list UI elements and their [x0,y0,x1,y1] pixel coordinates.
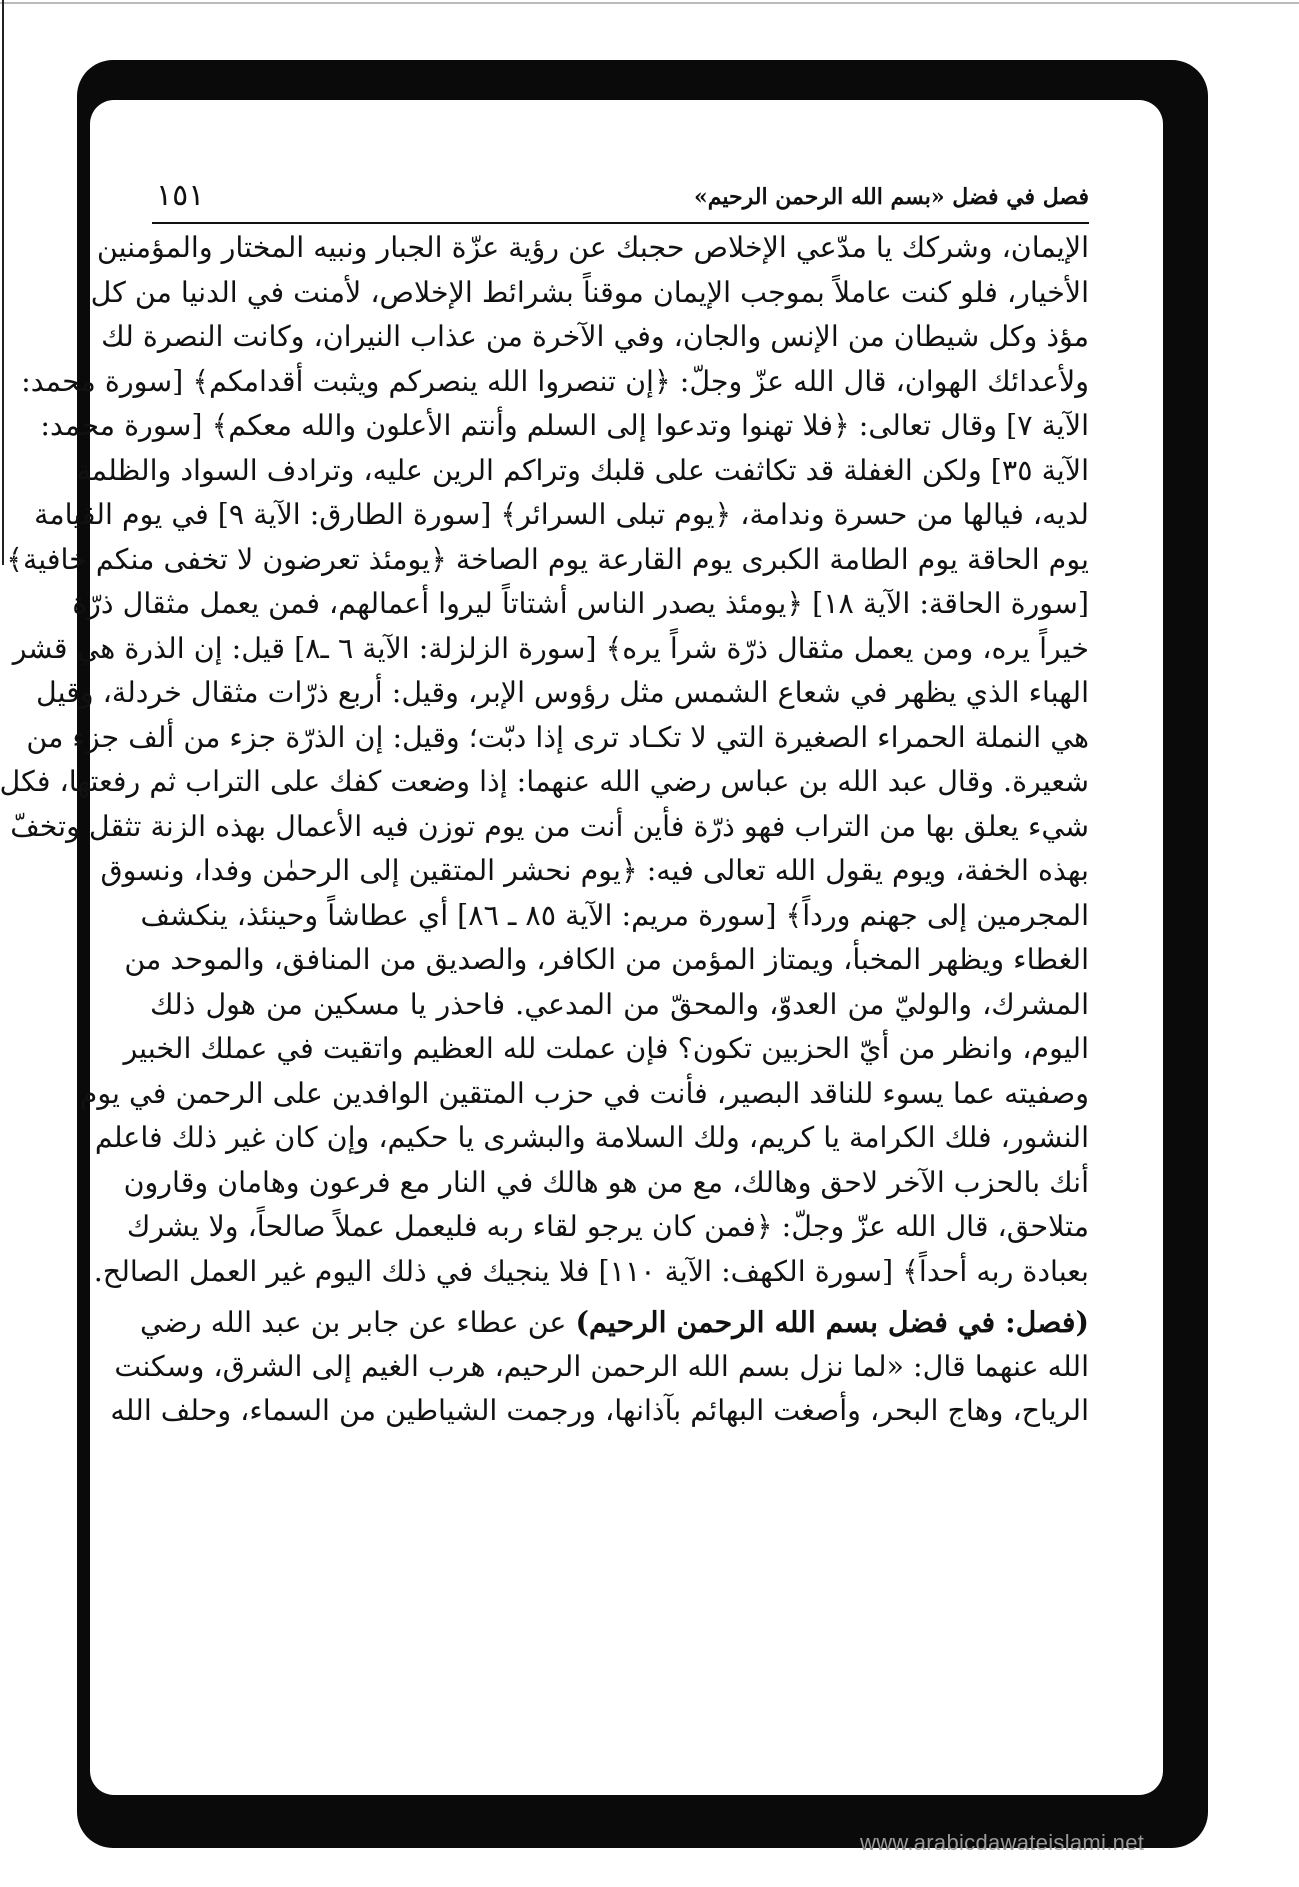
page-number: ١٥١ [156,178,205,213]
body-line: اليوم، وانظر من أيّ الحزبين تكون؟ فإن عملت لله العظيم واتقيت في عملك الخبير [123,1032,1089,1065]
body-line: المجرمين إلى جهنم ورداً﴾ [سورة مريم: الآية ٨٥ ـ ٨٦] أي عطاشاً وحينئذ، ينكشف [140,898,1089,932]
book-page [0,100,1163,1855]
section-first-line [139,1300,1089,1345]
page-header [152,178,1089,224]
running-title: فصل في فضل «بسم الله الرحمن الرحيم» [694,184,1089,210]
body-line: متلاحق، قال الله عزّ وجلّ: ﴿فمن كان يرجو لقاء ربه فليعمل عملاً صالحاً، ولا يشرك [126,1210,1089,1243]
body-line: [سورة الحاقة: الآية ١٨] ﴿يومئذ يصدر الناس أشتاتاً ليروا أعمالهم، فمن يعمل مثقال ذرّة [72,587,1089,620]
body-line: الإيمان، وشركك يا مدّعي الإخلاص حجبك عن رؤية عزّة الجبار ونبيه المختار والمؤمنين [96,231,1089,264]
body-line: الغطاء ويظهر المخبأ، ويمتاز المؤمن من الكافر، والصديق من المنافق، والموحد من [124,943,1089,976]
body-line: شيء يعلق بها من التراب فهو ذرّة فأين أنت من يوم توزن فيه الأعمال بهذه الزنة تثقل وتخفّ [10,809,1089,843]
body-line: ولأعدائك الهوان، قال الله عزّ وجلّ: ﴿إن تنصروا الله ينصركم ويثبت أقدامكم﴾ [سورة محمد: [21,364,1089,398]
section-line: الله عنهما قال: «لما نزل بسم الله الرحمن الرحيم، هرب الغيم إلى الشرق، وسكنت [114,1349,1089,1383]
body-line: وصفيته عما يسوء للناقد البصير، فأنت في حزب المتقين الوافدين على الرحمن في يوم [79,1076,1089,1110]
body-line: شعيرة. وقال عبد الله بن عباس رضي الله عنهما: إذا وضعت كفك على التراب ثم رفعتها، فكل [0,765,1089,798]
body-line: خيراً يره، ومن يعمل مثقال ذرّة شراً يره﴾ [سورة الزلزلة: الآية ٦ ـ٨] قيل: إن الذرة هي قشر [12,631,1089,665]
body-line: هي النملة الحمراء الصغيرة التي لا تكـاد ترى إذا دبّت؛ وقيل: إن الذرّة جزء من ألف جزء من [26,720,1089,754]
watermark-url: www.arabicdawateislami.net [860,1830,1145,1855]
body-line: لديه، فيالها من حسرة وندامة، ﴿يوم تبلى السرائر﴾ [سورة الطارق: الآية ٩] في يوم القيامة [34,498,1089,531]
section-heading: (فصل: في فضل بسم الله الرحمن الرحيم) [575,1305,1089,1339]
section-first-line-text: عن عطاء عن جابر بن عبد الله رضي [139,1306,576,1339]
body-line: النشور، فلك الكرامة يا كريم، ولك السلامة والبشرى يا حكيم، وإن كان غير ذلك فاعلم [94,1121,1089,1154]
body-line: أنك بالحزب الآخر لاحق وهالك، مع من هو هالك في النار مع فرعون وهامان وقارون [123,1165,1089,1199]
body-line: مؤذ وكل شيطان من الإنس والجان، وفي الآخرة من عذاب النيران، وكانت النصرة لك [101,320,1089,353]
body-line: الأخيار، فلو كنت عاملاً بموجب الإيمان موقناً بشرائط الإخلاص، لأمنت في الدنيا من كل [90,275,1089,309]
body-line: الآية ٧] وقال تعالى: ﴿فلا تهنوا وتدعوا إلى السلم وأنتم الأعلون والله معكم﴾ [سورة محمد: [40,409,1089,442]
scan-edge-left [2,0,4,565]
body-line: الآية ٣٥] ولكن الغفلة قد تكاثفت على قلبك وتراكم الرين عليه، وترادف السواد والظلمة [76,453,1089,487]
body-line: بهذه الخفة، ويوم يقول الله تعالى فيه: ﴿يوم نحشر المتقين إلى الرحمٰن وفدا، ونسوق [100,854,1089,887]
scan-edge-top [0,2,1299,4]
body-line: المشرك، والوليّ من العدوّ، والمحقّ من المدعي. فاحذر يا مسكين من هول ذلك [150,987,1089,1021]
body-line: الهباء الذي يظهر في شعاع الشمس مثل رؤوس الإبر، وقيل: أربع ذرّات مثقال خردلة، وقيل [36,676,1089,709]
section-line: الرياح، وهاج البحر، وأصغت البهائم بآذانها، ورجمت الشياطين من السماء، وحلف الله [110,1394,1089,1427]
page-body [0,226,1089,1434]
body-line: يوم الحاقة يوم الطامة الكبرى يوم القارعة يوم الصاخة ﴿يومئذ تعرضون لا تخفى منكم خافية﴾ [6,542,1089,576]
body-line-last: بعبادة ربه أحداً﴾ [سورة الكهف: الآية ١١٠] فلا ينجيك في ذلك اليوم غير العمل الصالح. [93,1254,1089,1288]
